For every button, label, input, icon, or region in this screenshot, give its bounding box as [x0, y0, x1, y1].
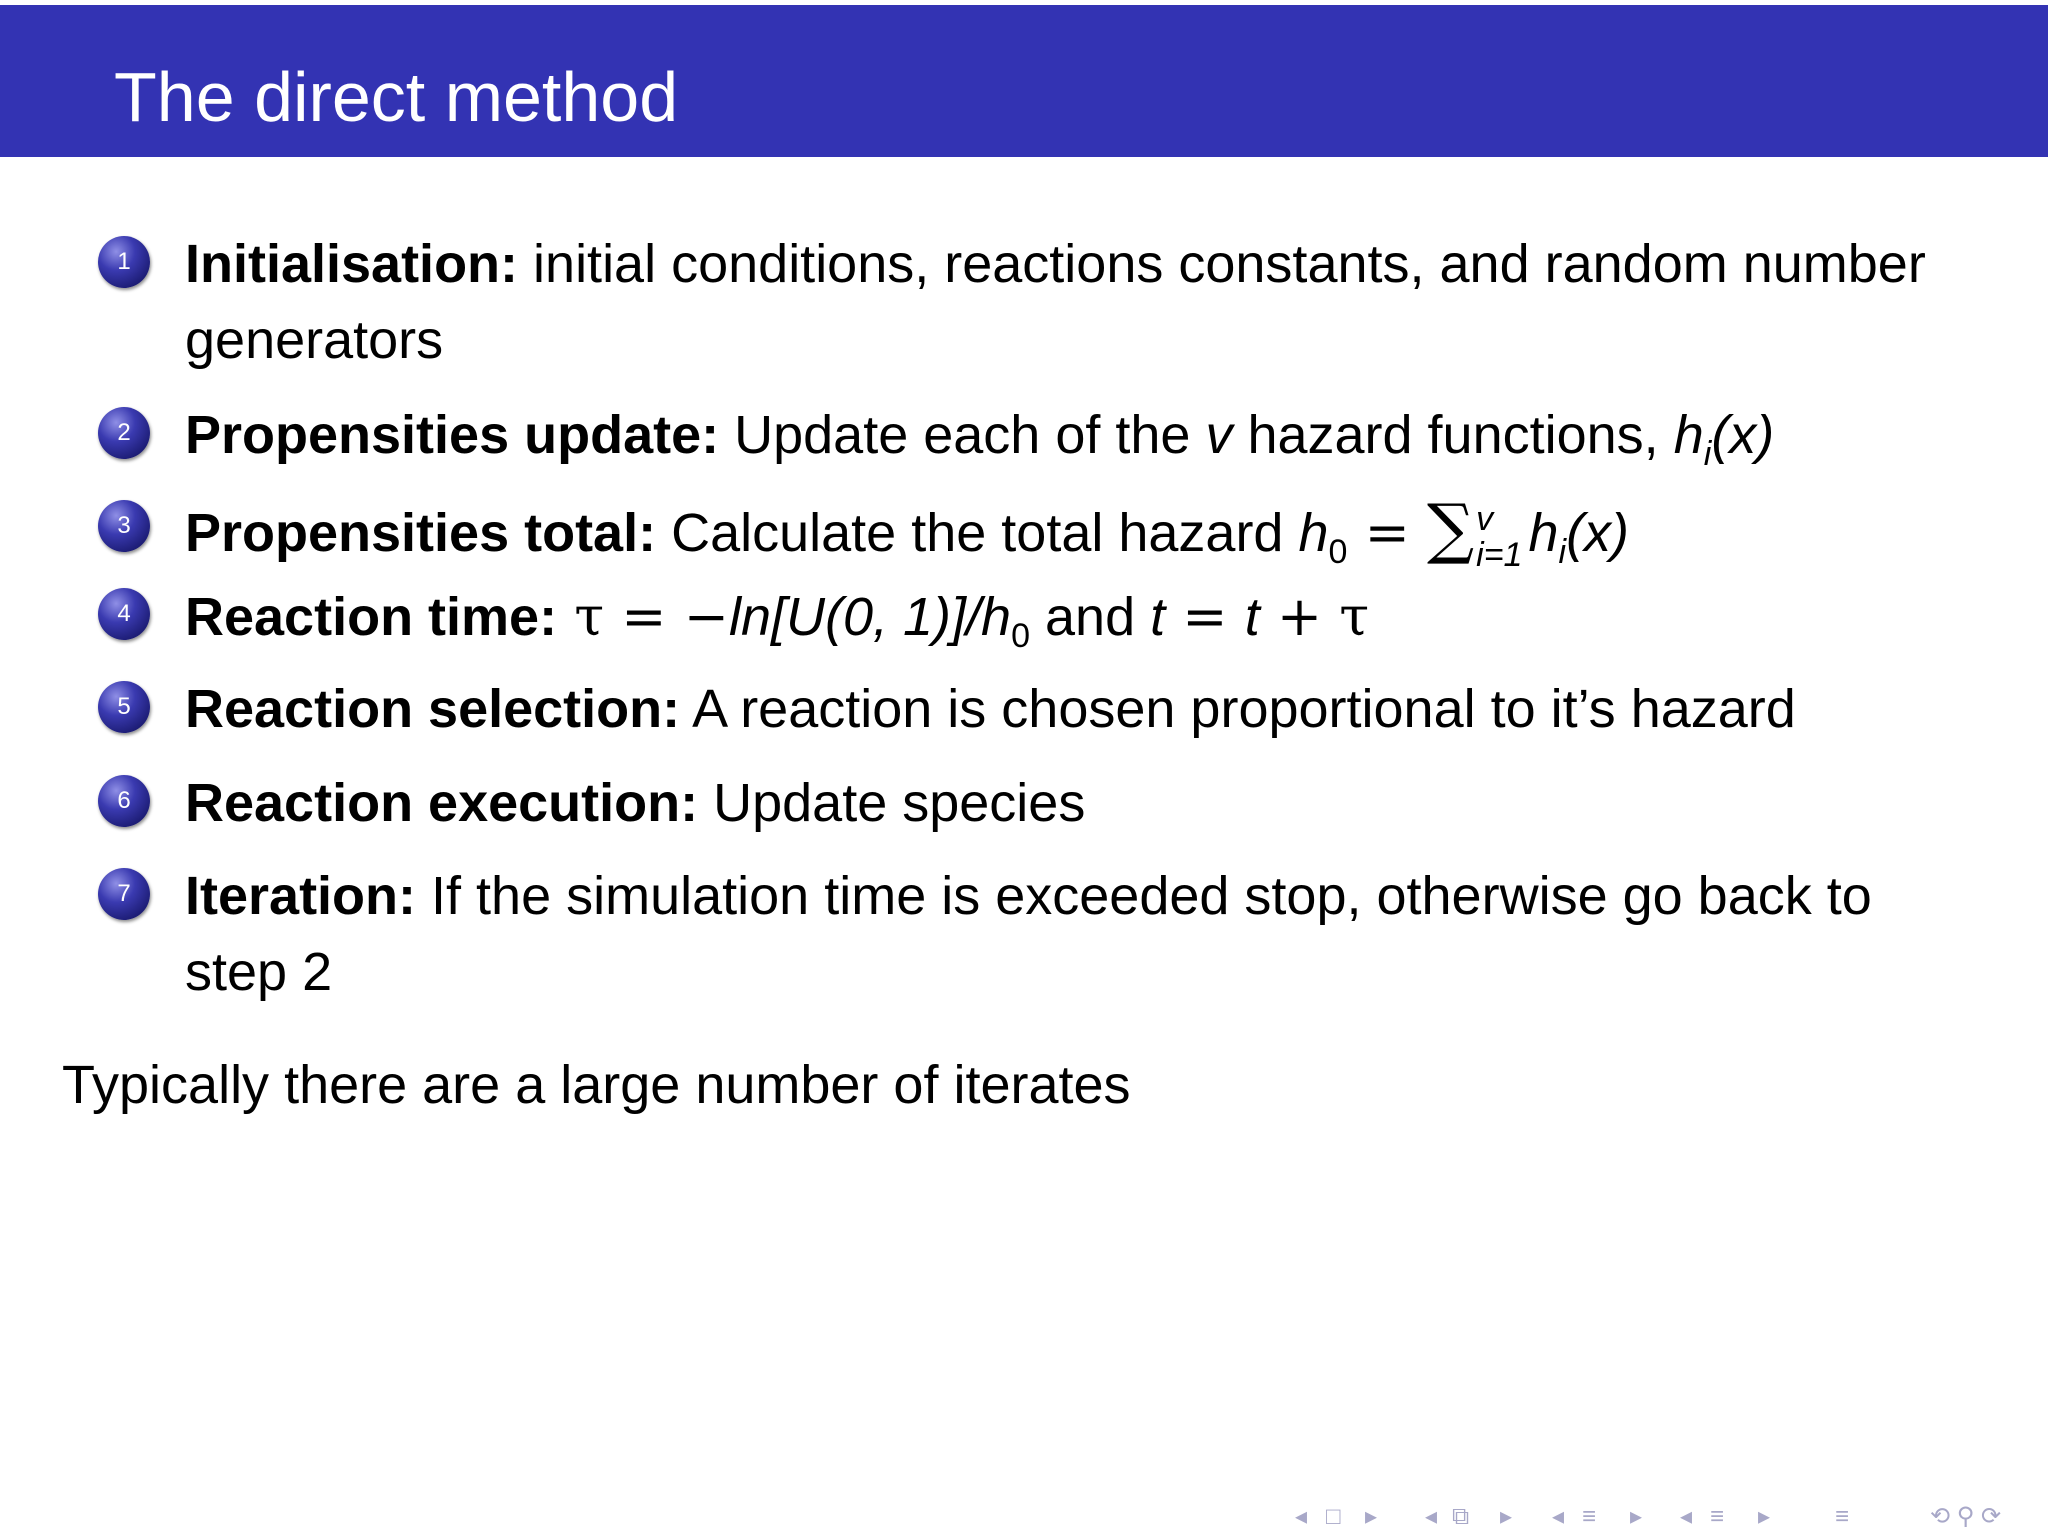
- nav-frame-icon[interactable]: □: [1326, 1503, 1341, 1530]
- summary-note: Typically there are a large number of iterates: [62, 1055, 1131, 1115]
- bullet-3-icon: 3: [98, 500, 150, 552]
- bullet-5-icon: 5: [98, 681, 150, 733]
- bullet-6-icon: 6: [98, 775, 150, 827]
- nav-prev-icon[interactable]: ◂: [1552, 1503, 1565, 1530]
- item-label: Reaction time:: [185, 587, 558, 647]
- item-label: Propensities total:: [185, 503, 657, 563]
- title-bar: [0, 5, 2048, 157]
- nav-next-icon[interactable]: ▸: [1500, 1503, 1513, 1530]
- beamer-navigation: [1290, 1500, 2035, 1534]
- nav-subsection-icon[interactable]: ⧉: [1452, 1503, 1470, 1530]
- slide-title: The direct method: [114, 58, 679, 136]
- item-text: Iteration: If the simulation time is exceeded stop, otherwise go back to: [185, 866, 1872, 926]
- item-label: Iteration:: [185, 866, 417, 926]
- nav-next-icon[interactable]: ▸: [1758, 1503, 1771, 1530]
- bullet-4-icon: 4: [98, 588, 150, 640]
- nav-stack-icon[interactable]: ≡: [1835, 1503, 1850, 1530]
- nav-section-icon[interactable]: ≡: [1710, 1503, 1725, 1530]
- item-text: Reaction time: τ = −ln[U(0, $1)]/h_0$ and t = t + τ: [185, 585, 1370, 655]
- item-text: Propensities update: Update each of the v hazard functions, $h_i(x)$: [185, 405, 1775, 473]
- item-text: Reaction selection: A reaction is chosen proportional to it’s hazard: [185, 679, 1796, 739]
- nav-next-icon[interactable]: ▸: [1630, 1503, 1643, 1530]
- item-text: Propensities total: Calculate the total hazard $h_0$ = ∑ v i=1 $h_i(x)$: [185, 490, 1630, 574]
- nav-section-icon[interactable]: ≡: [1582, 1503, 1597, 1530]
- item-text-continued: generators: [185, 310, 444, 370]
- item-text: Reaction execution: Update species: [185, 773, 1086, 833]
- nav-next-icon[interactable]: ▸: [1365, 1503, 1378, 1530]
- item-label: Initialisation:: [185, 234, 519, 294]
- bullet-2-icon: 2: [98, 407, 150, 459]
- bullet-7-icon: 7: [98, 868, 150, 920]
- bullet-1-icon: 1: [98, 236, 150, 288]
- item-text-continued: step 2: [185, 942, 333, 1002]
- item-text: Initialisation: initial conditions, reactions constants, and random number: [185, 234, 1926, 294]
- item-label: Reaction selection:: [185, 679, 681, 739]
- nav-prev-icon[interactable]: ◂: [1680, 1503, 1693, 1530]
- item-label: Reaction execution:: [185, 773, 699, 833]
- nav-search-icon[interactable]: ⟲ ⚲ ⟳: [1930, 1503, 2002, 1530]
- item-label: Propensities update:: [185, 405, 720, 465]
- nav-prev-icon[interactable]: ◂: [1425, 1503, 1438, 1530]
- nav-prev-icon[interactable]: ◂: [1295, 1503, 1308, 1530]
